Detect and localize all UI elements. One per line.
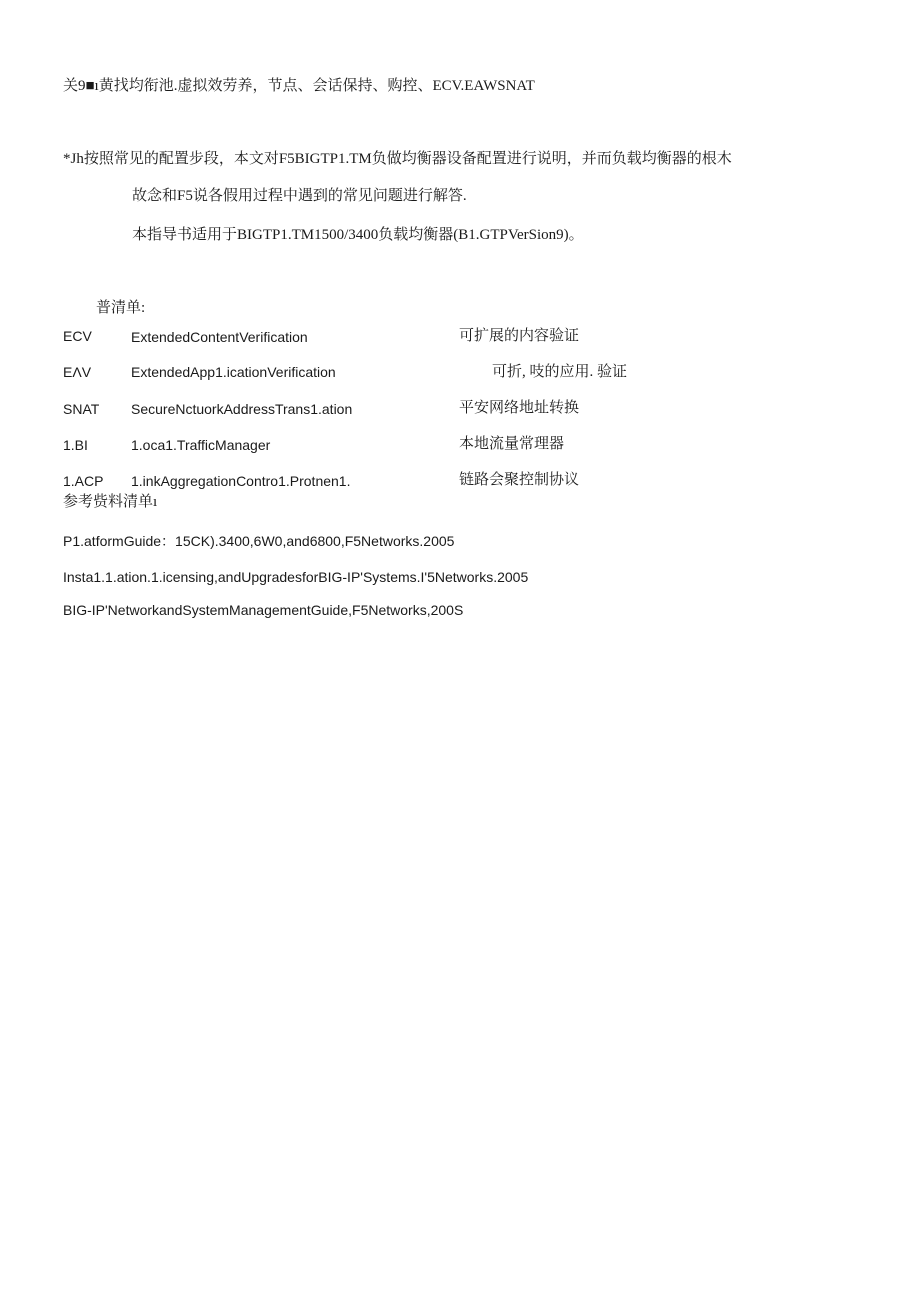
glossary-term: 1.oca1.TrafficManager bbox=[131, 437, 271, 453]
intro-line-2: 故念和F5说各假用过程中遇到的常见问题进行解答. bbox=[132, 188, 467, 204]
glossary-term: 1.inkAggregationContro1.Protnen1. bbox=[131, 473, 351, 489]
intro-line-1: *Jh按照常见的配置步段，本文对F5BIGTP1.TM负做均衡器设备配置进行说明，并而负载均衡器的根木 bbox=[63, 151, 732, 167]
reference-item: BIG-IP'NetworkandSystemManagementGuide,F5Networks,200S bbox=[63, 602, 464, 618]
glossary-abbr: EΛV bbox=[63, 364, 92, 380]
glossary-abbr: 1.ACP bbox=[63, 473, 104, 489]
glossary-cn: 平安网络地址转换 bbox=[459, 400, 580, 416]
glossary-title: 普清单: bbox=[96, 300, 146, 316]
glossary-abbr: SNAT bbox=[63, 401, 100, 417]
glossary-term: SecureNctuorkAddressTrans1.ation bbox=[131, 401, 353, 417]
glossary-abbr: ECV bbox=[63, 328, 92, 344]
intro-line-3: 本指导书适用于BIGTP1.TM1500/3400负载均衡器(B1.GTPVerSion9)。 bbox=[132, 227, 584, 243]
reference-item: P1.atformGuide：15CK).3400,6W0,and6800,F5Networks.2005 bbox=[63, 533, 455, 549]
reference-item: Insta1.1.ation.1.icensing,andUpgradesforBIG-IP'Systems.I'5Networks.2005 bbox=[63, 569, 529, 585]
references-title: 参考赀料清单ı bbox=[63, 494, 158, 510]
glossary-term: ExtendedContentVerification bbox=[131, 329, 308, 345]
glossary-term: ExtendedApp1.icationVerification bbox=[131, 364, 336, 380]
glossary-abbr: 1.BI bbox=[63, 437, 88, 453]
header-line: 关9■ı黄找均衔池.虚拟效劳养，节点、会话保持、购控、ECV.EAWSNAT bbox=[63, 78, 535, 94]
glossary-cn: 链路会聚控制协议 bbox=[459, 472, 580, 488]
glossary-cn: 可扩展的内容验证 bbox=[459, 328, 580, 344]
glossary-cn: 本地流量常理器 bbox=[459, 436, 565, 452]
glossary-cn: 可折, 吱的应用. 验证 bbox=[492, 364, 628, 380]
